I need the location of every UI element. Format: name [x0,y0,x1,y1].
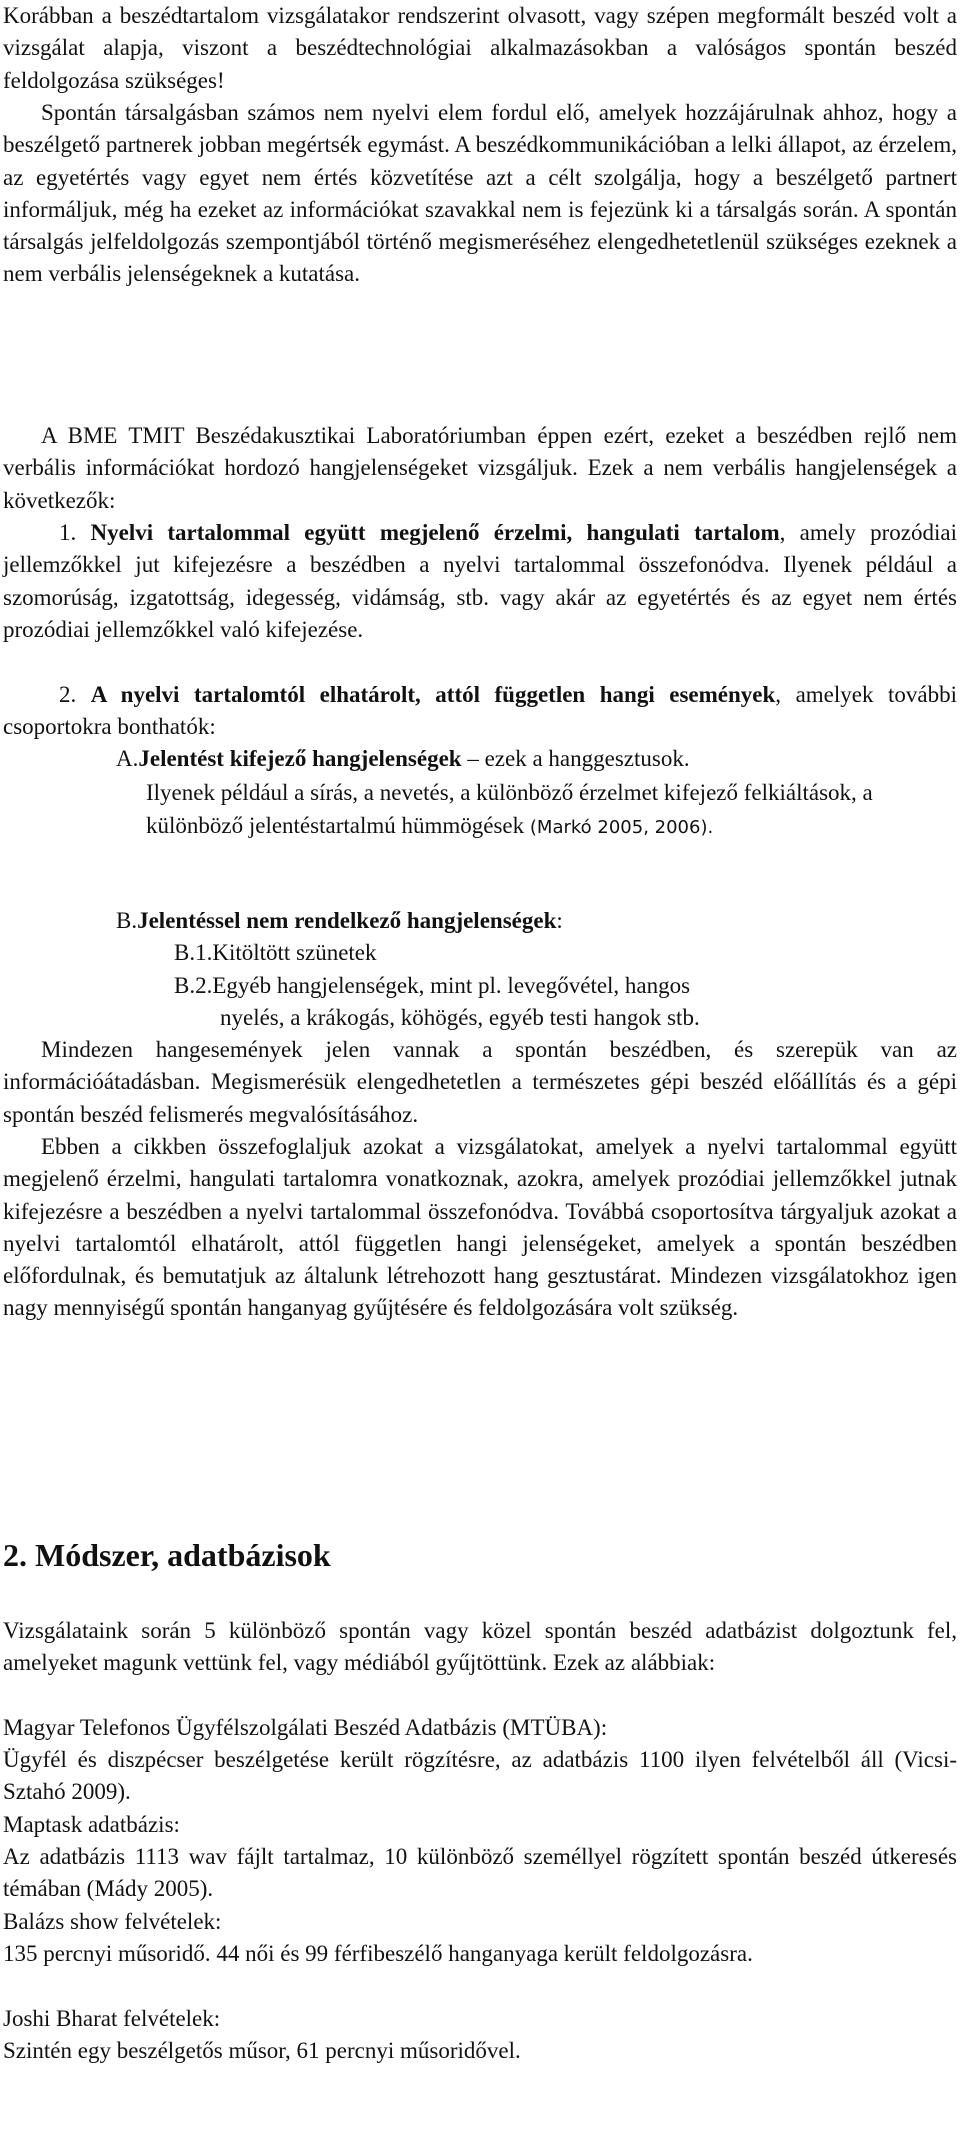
database-maptask-title: Maptask adatbázis: [3,1812,180,1837]
list-item-a-description-text: Ilyenek például a sírás, a nevetés, a különböző érzelmet kifejező felkiáltások, a különböző jelentéstartalmú hümmögések [146,780,873,838]
list-item-a-text: – ezek a hanggesztusok. [461,746,690,771]
list-item-2 [3,679,957,744]
paragraph-spontaneous-conversation: Spontán társalgásban számos nem nyelvi elem fordul elő, amelyek hozzájárulnak ahhoz, hogy a beszélgető partnerek jobban megértsék egymást. A beszédkommunikációban a lelki állapot, az érzelem, az egyetértés vagy egyet nem értés közvetítése azt a célt szolgálja, hogy a beszélgető partnert informáljuk, még ha ezeket az információkat szavakkal nem is fejezünk ki a társalgás során. A spontán társalgás jelfeldolgozás szempontjából történő megismeréséhez elengedhetetlenül szükséges ezeknek a nem verbális jelenségeknek a kutatása. [3,100,957,287]
database-mtuba-title: Magyar Telefonos Ügyfélszolgálati Beszéd Adatbázis (MTÜBA): [3,1715,608,1740]
list-item-1-number: 1. [59,520,77,545]
list-item-a-description [146,776,936,844]
database-joshi-description: Szintén egy beszélgetős műsor, 61 percnyi műsoridővel. [3,2038,521,2063]
list-item-2-number: 2. [59,682,77,707]
list-item-b-title: Jelentéssel nem rendelkező hangjelenségek [137,908,557,933]
database-maptask-description: Az adatbázis 1113 wav fájlt tartalmaz, 10 különböző személlyel rögzített spontán beszéd útkeresés témában (Mády 2005). [3,1844,957,1902]
list-item-b1: B.1.Kitöltött szünetek [174,940,377,965]
database-balazs-title: Balázs show felvételek: [3,1909,222,1934]
list-item-a-title: Jelentést kifejező hangjelenségek [138,746,462,771]
citation-marko: (Markó 2005, 2006). [529,817,714,838]
list-item-a-label: A. [116,746,139,771]
list-item-b2-continuation: nyelés, a krákogás, köhögés, egyéb testi hangok stb. [220,1005,700,1030]
paragraph-intro: Korábban a beszédtartalom vizsgálatakor rendszerint olvasott, vagy szépen megformált beszéd volt a vizsgálat alapja, viszont a beszédtechnológiai alkalmazásokban a valóságos spontán beszéd feldolgozása szükséges! [3,3,957,93]
database-balazs-description: 135 percnyi műsoridő. 44 női és 99 férfibeszélő hanganyaga került feldolgozásra. [3,1941,753,1966]
list-item-b-label: B. [116,908,138,933]
list-item-1-title: Nyelvi tartalommal együtt megjelenő érzelmi, hangulati tartalom [90,520,780,545]
paragraph-bme-tmit: A BME TMIT Beszédakusztikai Laboratóriumban éppen ezért, ezeket a beszédben rejlő nem verbális információkat hordozó hangjelenségeket vizsgáljuk. Ezek a nem verbális hangjelenségek a következők: [3,423,957,513]
list-item-b [116,905,936,937]
list-item-2-title: A nyelvi tartalomtól elhatárolt, attól független hangi események [90,682,776,707]
list-item-a [116,743,936,775]
database-joshi-title: Joshi Bharat felvételek: [3,2006,221,2031]
list-item-1 [3,517,957,646]
list-item-2-text: , amelyek további csoportokra bonthatók: [3,682,957,740]
list-item-b-text: : [556,908,563,933]
paragraph-sound-events: Mindezen hangesemények jelen vannak a spontán beszédben, és szerepük van az információátadásban. Megismerésük elengedhetetlen a természetes gépi beszéd előállítás és a gépi spontán beszéd felismerés megvalósításához. [3,1037,957,1127]
list-item-1-text: , amely prozódiai jellemzőkkel jut kifejezésre a beszédben a nyelvi tartalommal összefonódva. Ilyenek például a szomorúság, izgatottság, idegesség, vidámság, stb. vagy akár az egyetértés és az egyet nem értés prozódiai jellemzőkkel való kifejezése. [3,520,957,642]
paragraph-article-summary: Ebben a cikkben összefoglaljuk azokat a vizsgálatokat, amelyek a nyelvi tartalommal együtt megjelenő érzelmi, hangulati tartalomra vonatkoznak, azokra, amelyek prozódiai jellemzőkkel jutnak kifejezésre a beszédben a nyelvi tartalommal összefonódva. Továbbá csoportosítva tárgyaljuk azokat a nyelvi tartalomtól elhatárolt, attól független hangi jelenségeket, amelyek a spontán beszédben előfordulnak, és bemutatjuk az általunk létrehozott hang gesztustárat. Mindezen vizsgálatokhoz igen nagy mennyiségű spontán hanganyag gyűjtésére és feldolgozására volt szükség. [3,1134,957,1321]
database-mtuba-description: Ügyfél és diszpécser beszélgetése került rögzítésre, az adatbázis 1100 ilyen felvételből áll (Vicsi-Sztahó 2009). [3,1747,957,1805]
section-heading-methods: 2. Módszer, adatbázisok [3,1537,331,1573]
list-item-b2: B.2.Egyéb hangjelenségek, mint pl. levegővétel, hangos [174,973,691,998]
paragraph-databases-intro: Vizsgálataink során 5 különböző spontán vagy közel spontán beszéd adatbázist dolgoztunk fel, amelyeket magunk vettünk fel, vagy médiából gyűjtöttünk. Ezek az alábbiak: [3,1618,957,1676]
